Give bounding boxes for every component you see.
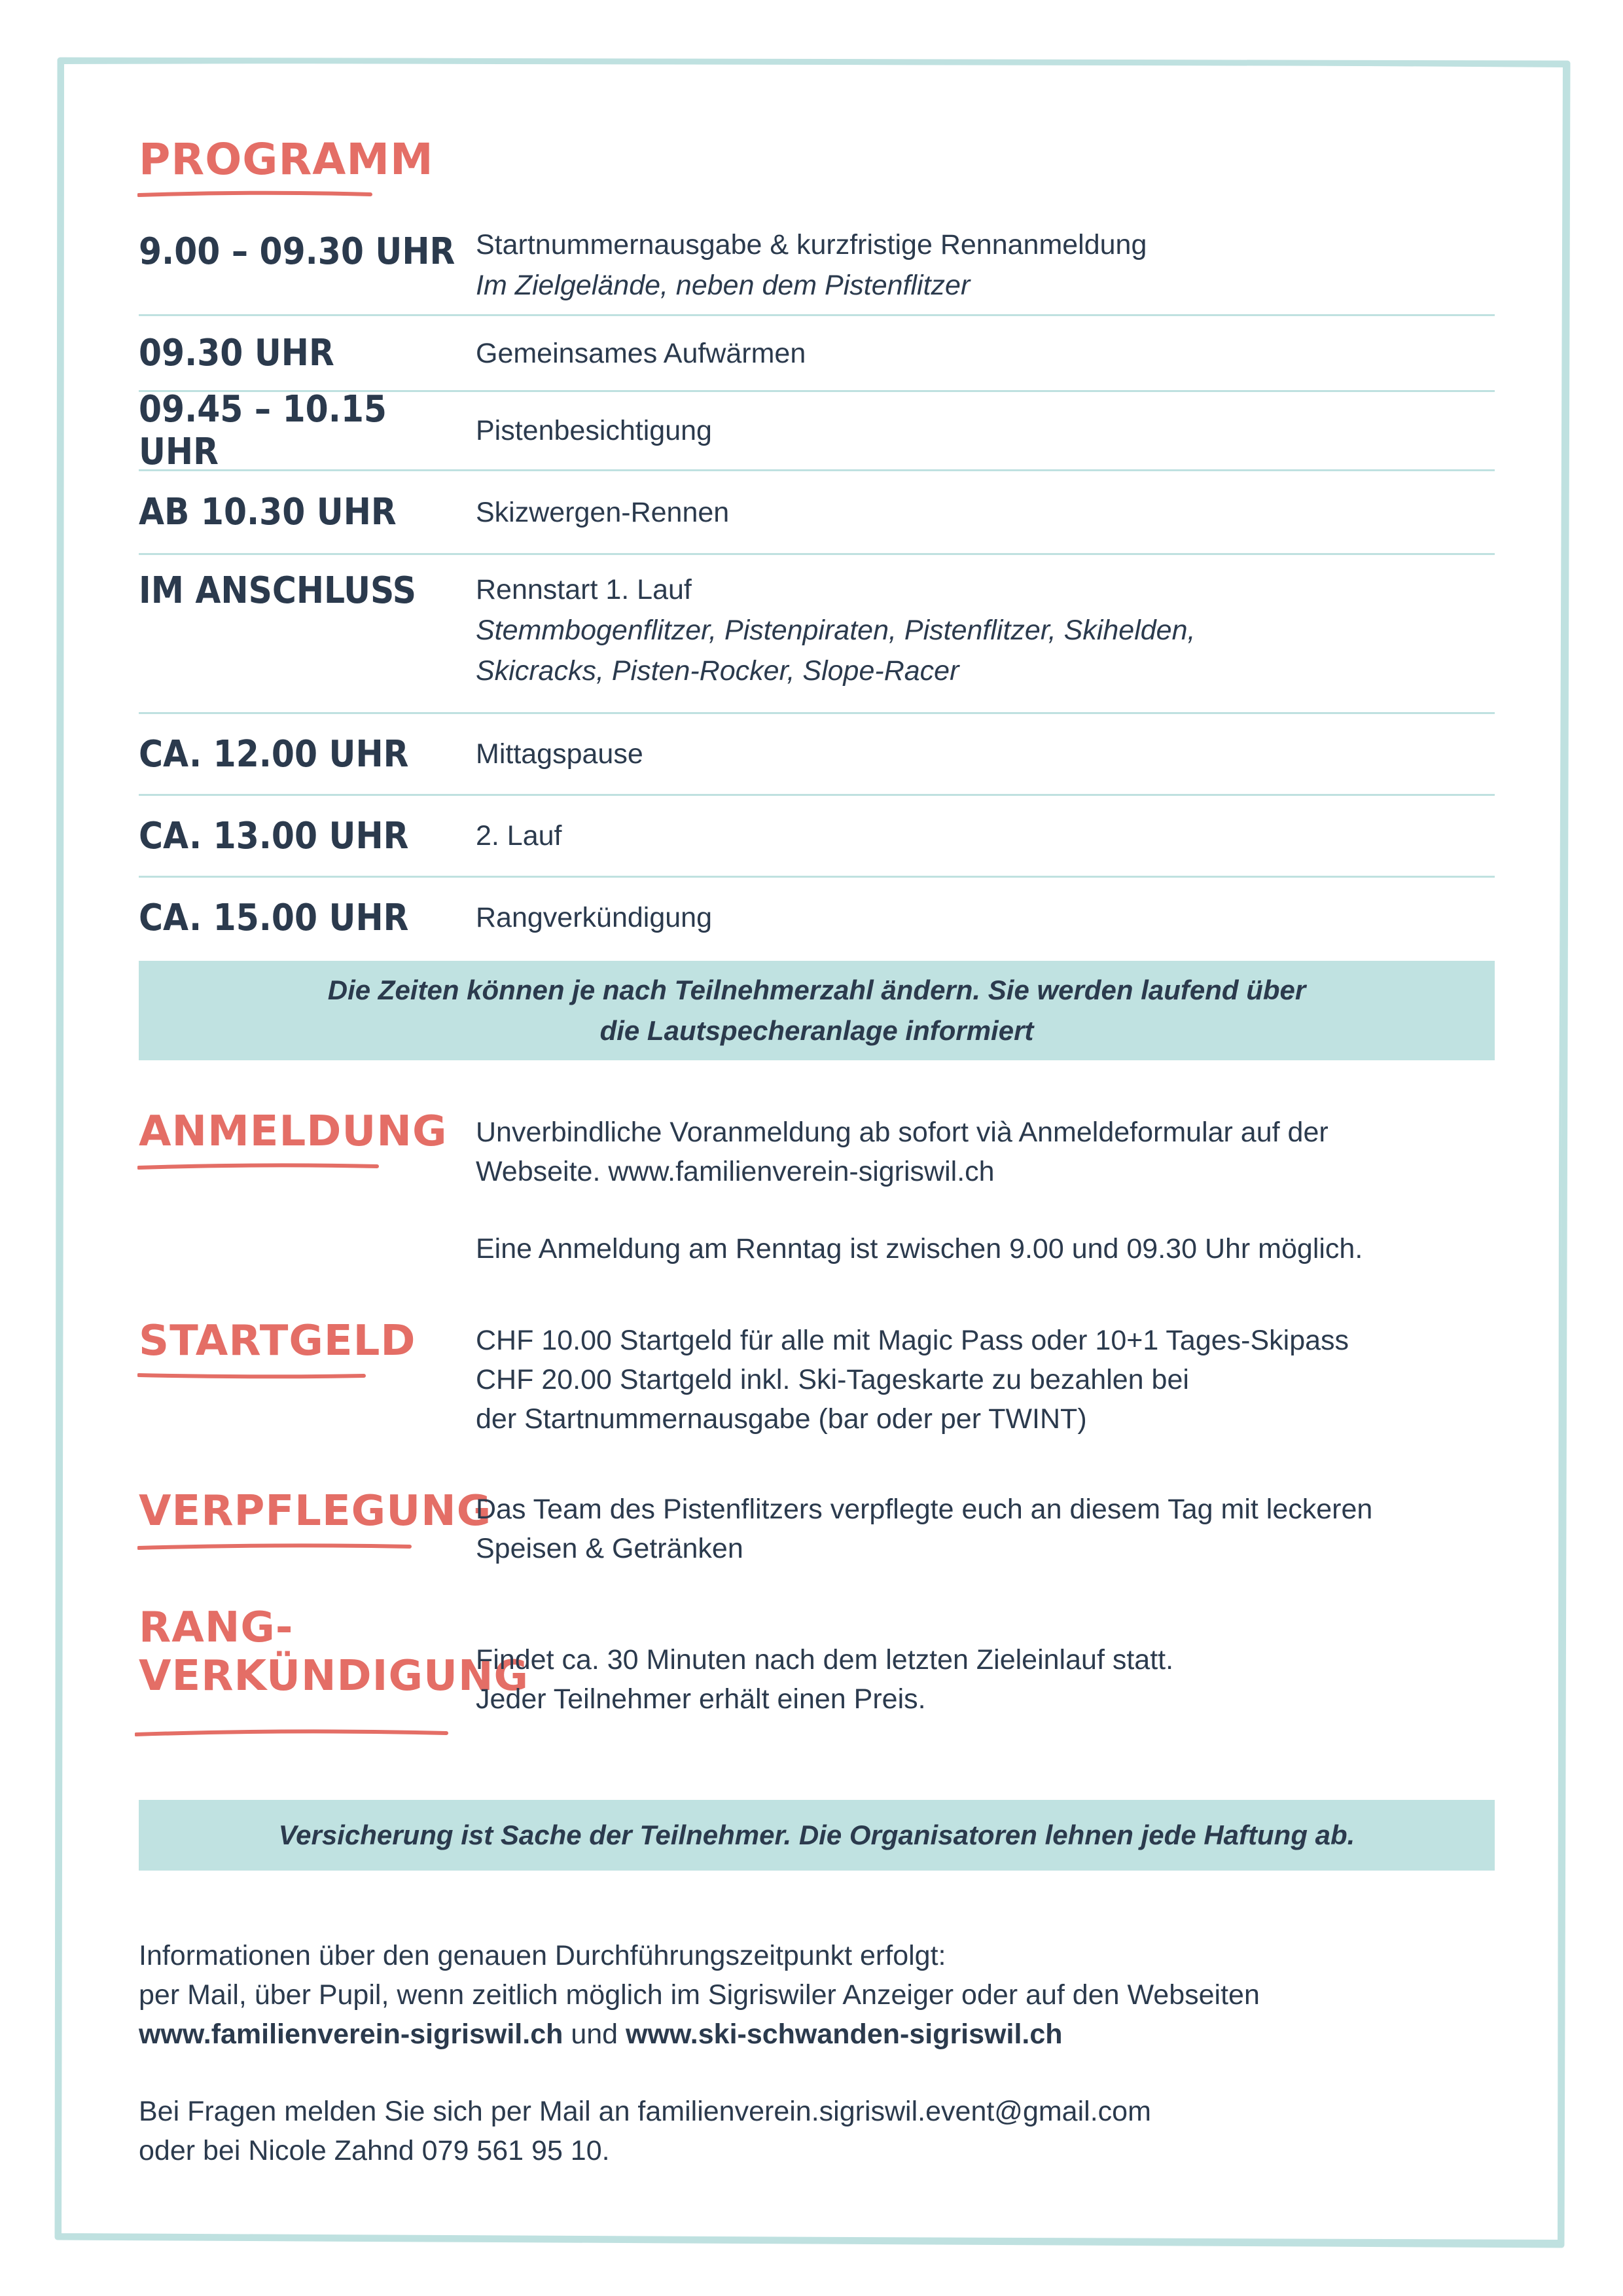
schedule-time: CA. 13.00 UHR <box>139 814 409 857</box>
schedule-row <box>139 388 1495 473</box>
rangverkuendigung-underline <box>135 1728 449 1738</box>
schedule-desc-main: Rennstart 1. Lauf <box>476 574 692 605</box>
schedule-desc <box>476 224 1147 306</box>
anmeldung-body <box>476 1113 1497 1268</box>
times-notice-line: Die Zeiten können je nach Teilnehmerzahl ändern. Sie werden laufend über <box>327 975 1306 1005</box>
info-contact: Bei Fragen melden Sie sich per Mail an familienverein.sigriswil.event@gmail.com <box>139 2096 1151 2127</box>
verpflegung-text: Das Team des Pistenflitzers verpflegte euch an diesem Tag mit leckeren <box>476 1494 1373 1525</box>
info-und: und <box>571 2018 618 2050</box>
schedule-desc: Gemeinsames Aufwärmen <box>476 337 806 369</box>
schedule-desc-sub: Stemmbogenflitzer, Pistenpiraten, Pistenflitzer, Skihelden, <box>476 615 1196 646</box>
schedule-time: 09.45 – 10.15 UHR <box>139 388 387 473</box>
schedule-row <box>139 878 1495 958</box>
schedule-desc-sub: Im Zielgelände, neben dem Pistenflitzer <box>476 270 971 301</box>
startgeld-text: CHF 20.00 Startgeld inkl. Ski-Tageskarte zu bezahlen bei <box>476 1364 1189 1395</box>
startgeld-underline <box>137 1371 366 1380</box>
verpflegung-text: Speisen & Getränken <box>476 1533 743 1564</box>
schedule-time: IM ANSCHLUSS <box>139 569 417 612</box>
schedule-row <box>139 216 1495 316</box>
anmeldung-heading: ANMELDUNG <box>139 1107 448 1156</box>
times-notice-line: die Lautspecheranlage informiert <box>599 1015 1034 1046</box>
schedule-row <box>139 555 1495 714</box>
rangverkuendigung-body <box>476 1640 1497 1719</box>
times-notice <box>139 961 1495 1060</box>
schedule-time: CA. 15.00 UHR <box>139 896 409 939</box>
schedule-desc: Mittagspause <box>476 738 643 770</box>
verpflegung-body <box>476 1490 1497 1568</box>
schedule-desc: Pistenbesichtigung <box>476 415 712 446</box>
schedule-desc <box>476 555 1195 691</box>
rangverkuendigung-heading-line: RANG- <box>139 1604 294 1652</box>
schedule-time: AB 10.30 UHR <box>139 491 397 533</box>
schedule-row <box>139 714 1495 796</box>
schedule-desc: Skizwergen-Rennen <box>476 496 730 528</box>
rangverkuendigung-text: Jeder Teilnehmer erhält einen Preis. <box>476 1683 926 1715</box>
rangverkuendigung-text: Findet ca. 30 Minuten nach dem letzten Zieleinlauf statt. <box>476 1644 1174 1676</box>
info-links <box>139 2015 1500 2054</box>
anmeldung-text: Eine Anmeldung am Renntag ist zwischen 9.00 und 09.30 Uhr möglich. <box>476 1233 1363 1265</box>
schedule-row <box>139 316 1495 392</box>
startgeld-text: CHF 10.00 Startgeld für alle mit Magic Pass oder 10+1 Tages-Skipass <box>476 1325 1349 1356</box>
programm-underline <box>137 190 373 199</box>
info-contact: oder bei Nicole Zahnd 079 561 95 10. <box>139 2135 610 2166</box>
anmeldung-text: Unverbindliche Voranmeldung ab sofort vià Anmeldeformular auf der <box>476 1117 1329 1148</box>
ski-schwanden-link[interactable]: www.ski-schwanden-sigriswil.ch <box>626 2018 1063 2050</box>
schedule-table <box>139 216 1495 958</box>
schedule-time: 09.30 UHR <box>139 332 334 374</box>
info-block <box>139 1936 1500 2170</box>
familienverein-link[interactable]: www.familienverein-sigriswil.ch <box>139 2018 563 2050</box>
schedule-desc-main: Startnummernausgabe & kurzfristige Rennanmeldung <box>476 229 1147 260</box>
info-text: per Mail, über Pupil, wenn zeitlich möglich im Sigriswiler Anzeiger oder auf den Webseiten <box>139 1979 1260 2011</box>
startgeld-body <box>476 1321 1497 1439</box>
insurance-notice: Versicherung ist Sache der Teilnehmer. Die Organisatoren lehnen jede Haftung ab. <box>139 1800 1495 1871</box>
schedule-row <box>139 796 1495 878</box>
schedule-row <box>139 471 1495 555</box>
rangverkuendigung-heading-line: VERKÜNDIGUNG <box>139 1652 529 1700</box>
schedule-time: CA. 12.00 UHR <box>139 732 409 776</box>
anmeldung-text: Webseite. www.familienverein-sigriswil.ch <box>476 1156 995 1187</box>
verpflegung-underline <box>137 1542 412 1551</box>
programm-heading: PROGRAMM <box>139 134 434 185</box>
rangverkuendigung-heading <box>139 1604 529 1700</box>
startgeld-heading: STARTGELD <box>139 1317 416 1365</box>
schedule-time: 9.00 – 09.30 UHR <box>139 230 455 273</box>
anmeldung-underline <box>137 1162 380 1172</box>
schedule-desc: 2. Lauf <box>476 820 562 852</box>
verpflegung-heading: VERPFLEGUNG <box>139 1487 492 1535</box>
startgeld-text: der Startnummernausgabe (bar oder per TWINT) <box>476 1403 1087 1435</box>
schedule-desc: Rangverkündigung <box>476 902 712 933</box>
schedule-desc-sub: Skicracks, Pisten-Rocker, Slope-Racer <box>476 655 959 687</box>
info-text: Informationen über den genauen Durchführungszeitpunkt erfolgt: <box>139 1940 946 1971</box>
